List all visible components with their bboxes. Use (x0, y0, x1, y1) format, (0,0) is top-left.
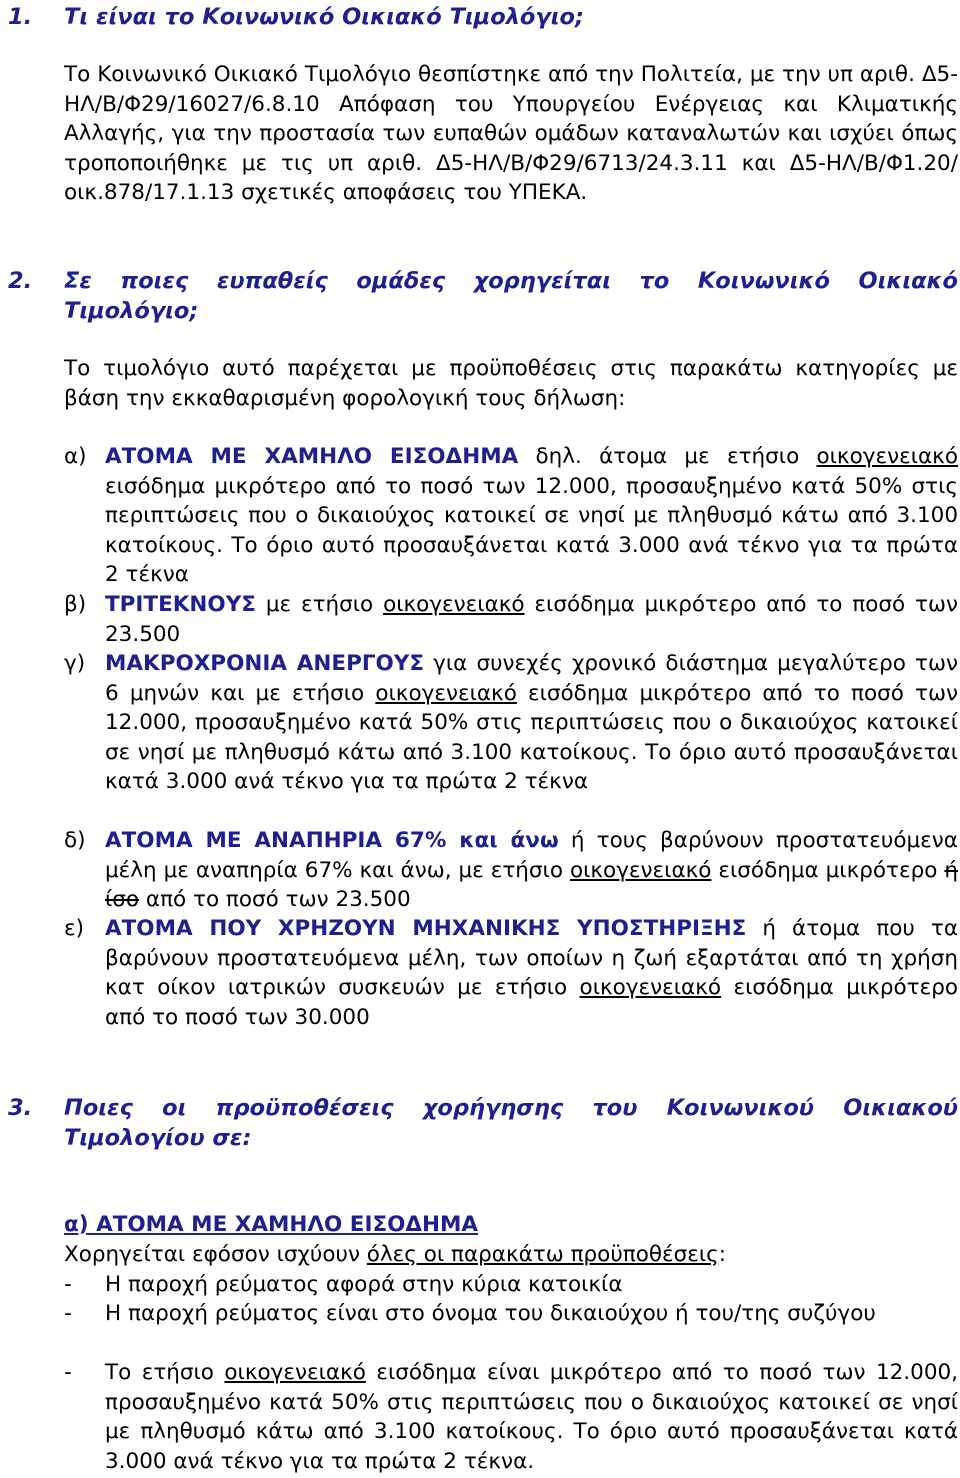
category-title: ΤΡΙΤΕΚΝΟΥΣ (105, 592, 256, 617)
condition-item (64, 1299, 958, 1329)
list-item-delta (64, 826, 958, 915)
condition-body (105, 1299, 958, 1329)
item-body (105, 590, 958, 649)
item-text: από το ποσό των 23.500 (139, 887, 411, 912)
item-text: ή τους βαρύνουν προστατευόμενα μέλη με αναπηρία 67% και άνω, με ετήσιο (105, 828, 958, 883)
section-3-subtitle: α) ΑΤΟΜΑ ΜΕ ΧΑΜΗΛΟ ΕΙΣΟΔΗΜΑ (64, 1212, 479, 1237)
conditions-intro-end: : (718, 1242, 727, 1267)
item-marker: α) (64, 444, 87, 469)
section-1-text: Το Κοινωνικό Οικιακό Τιμολόγιο θεσπίστηκε από την Πολιτεία, με την υπ αριθ. Δ5-ΗΛ/Β/Φ29/16027/6.8.10 Απόφαση του Υπουργείου Ενέργειας και Κλιματικής Αλλαγής, για την προστασία των ευπαθών ομάδων καταναλωτών και ισχύει όπως τροποποιήθηκε με τις υπ αριθ. Δ5-ΗΛ/Β/Φ29/6713/24.3.11 και Δ5-ΗΛ/Β/Φ1.20/οικ.878/17.1.13 σχετικές αποφάσεις του ΥΠΕΚΑ. (64, 62, 958, 205)
underlined-term: οικογενειακό (569, 857, 712, 883)
item-text: εισόδημα μικρότερο (711, 857, 945, 883)
item-body (105, 649, 958, 797)
condition-body (105, 1358, 958, 1476)
section-1-number: 1. (8, 4, 33, 30)
item-text: εισόδημα μικρότερο από το ποσό των 12.000, προσαυξημένο κατά 50% στις περιπτώσεις που ο δικαιούχος κατοικεί σε νησί με πληθυσμό κάτω από 3.100 κατοίκους. Το όριο αυτό προσαυξάνεται κατά 3.000 ανά τέκνο για τα πρώτα 2 τέκνα (105, 680, 958, 794)
condition-text: Η παροχή ρεύματος αφορά στην κύρια κατοικία (105, 1272, 623, 1297)
dash-marker: - (64, 1301, 72, 1326)
conditions-intro-text: Χορηγείται εφόσον ισχύουν (64, 1242, 367, 1267)
section-2-heading-line2: Τιμολόγιο; (64, 298, 199, 324)
item-text: δηλ. άτομα με ετήσιο (518, 444, 817, 469)
condition-text: Η παροχή ρεύματος είναι στο όνομα του δικαιούχου ή του/της συζύγου (105, 1301, 876, 1326)
item-body (105, 914, 958, 1032)
condition-item (64, 1270, 958, 1300)
category-title: ΑΤΟΜΑ ΠΟΥ ΧΡΗΖΟΥΝ ΜΗΧΑΝΙΚΗΣ ΥΠΟΣΤΗΡΙΞΗΣ (105, 916, 747, 941)
underlined-term: οικογενειακό (224, 1360, 366, 1385)
condition-body (105, 1270, 958, 1300)
section-3-heading-line1: Ποιες οι προϋποθέσεις χορήγησης του Κοινωνικού Οικιακού (64, 1095, 958, 1121)
item-marker: δ) (64, 828, 86, 853)
item-text: εισόδημα μικρότερο από το ποσό των 30.000 (105, 975, 958, 1030)
item-text: για συνεχές χρονικό διάστημα μεγαλύτερο των 6 μηνών και με ετήσιο (105, 651, 958, 706)
list-item-gamma (64, 649, 958, 797)
condition-item (64, 1358, 958, 1476)
item-text: με ετήσιο (255, 592, 384, 617)
list-item-epsilon (64, 914, 958, 1032)
dash-marker: - (64, 1360, 72, 1385)
item-body (105, 442, 958, 590)
conditions-intro (64, 1240, 958, 1270)
item-text: εισόδημα μικρότερο από το ποσό των 23.500 (105, 592, 958, 647)
item-text: ή άτομα που τα βαρύνουν προστατευόμενα μέλη, των οποίων η ζωή εξαρτάται από τη χρήση κατ οίκον ιατρικών συσκευών με ετήσιο (105, 916, 958, 1000)
section-2-number: 2. (8, 268, 33, 294)
section-1-paragraph (64, 60, 958, 208)
section-2-heading-line1: Σε ποιες ευπαθείς ομάδες χορηγείται το Κοινωνικό Οικιακό (64, 268, 958, 294)
item-body (105, 826, 958, 915)
item-marker: β) (64, 592, 87, 617)
section-1-heading: Τι είναι το Κοινωνικό Οικιακό Τιμολόγιο; (64, 4, 584, 30)
section-2-intro: Το τιμολόγιο αυτό παρέχεται με προϋποθέσεις στις παρακάτω κατηγορίες με βάση την εκκαθαρισμένη φορολογική τους δήλωση: (64, 356, 958, 411)
underlined-term: οικογενειακό (816, 444, 958, 469)
item-marker: ε) (64, 916, 85, 941)
section-3-number: 3. (8, 1095, 33, 1121)
item-marker: γ) (64, 651, 86, 676)
section-3-heading-line2: Τιμολογίου σε: (64, 1125, 252, 1151)
condition-text: Το ετήσιο (105, 1360, 225, 1385)
category-title: ΜΑΚΡΟΧΡΟΝΙΑ ΑΝΕΡΓΟΥΣ (105, 651, 425, 676)
underlined-term: οικογενειακό (579, 975, 722, 1000)
underlined-term: οικογενειακό (383, 592, 525, 617)
underlined-term: οικογενειακό (375, 680, 517, 706)
dash-marker: - (64, 1272, 72, 1297)
list-item-beta (64, 590, 958, 649)
category-title: ΑΤΟΜΑ ΜΕ ΧΑΜΗΛΟ ΕΙΣΟΔΗΜΑ (105, 444, 519, 469)
category-title: ΑΤΟΜΑ ΜΕ ΑΝΑΠΗΡΙΑ 67% και άνω (105, 828, 559, 853)
condition-text: εισόδημα είναι μικρότερο από το ποσό των 12.000, προσαυξημένο κατά 50% στις περιπτώσεις που ο δικαιούχος κατοικεί σε νησί με πληθυσμό κάτω από 3.100 κατοίκους. Το όριο αυτό προσαυξάνεται κατά 3.000 ανά τέκνο για τα πρώτα 2 τέκνα. (105, 1360, 959, 1474)
list-item-alpha (64, 442, 958, 590)
conditions-intro-underlined: όλες οι παρακάτω προϋποθέσεις (366, 1242, 719, 1267)
item-text: εισόδημα μικρότερο από το ποσό των 12.000, προσαυξημένο κατά 50% στις περιπτώσεις που ο δικαιούχος κατοικεί σε νησί με πληθυσμό κάτω από 3.100 κατοίκους. Το όριο αυτό προσαυξάνεται κατά 3.000 ανά τέκνο για τα πρώτα 2 τέκνα (105, 473, 958, 587)
struck-text: ή ίσο (105, 857, 959, 912)
